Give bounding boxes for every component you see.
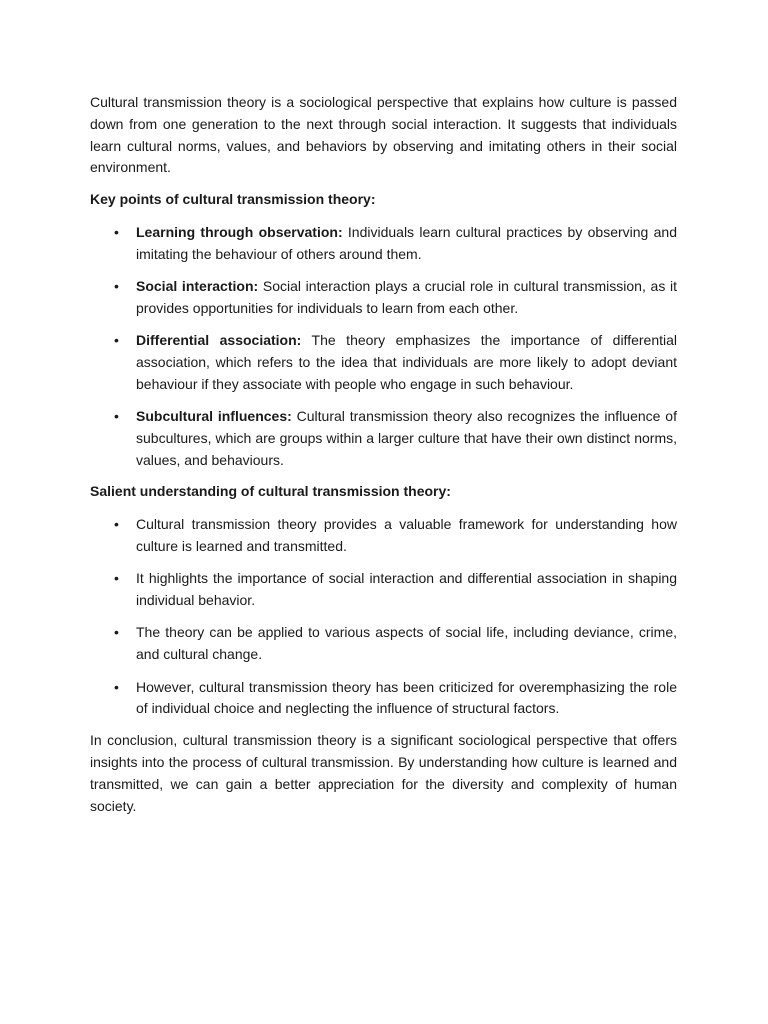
- list-item: [90, 330, 677, 395]
- list-item: [90, 622, 677, 666]
- intro-paragraph: Cultural transmission theory is a sociological perspective that explains how culture is passed down from one generation to the next through social interaction. It suggests that individuals learn cultural norms, values, and behaviors by observing and imitating others in their social environment.: [90, 94, 677, 176]
- list-item: [90, 276, 677, 320]
- salient-list: [90, 514, 677, 720]
- bullet-icon: •: [114, 278, 119, 295]
- key-point-term: Social interaction:: [136, 278, 259, 295]
- key-point-text: Social interaction plays a crucial role in cultural transmission, as it provides opportunities for individuals to learn from each other.: [136, 278, 678, 316]
- bullet-icon: •: [114, 678, 119, 695]
- salient-item-text: Cultural transmission theory provides a valuable framework for understanding how culture is learned and transmitted.: [136, 516, 677, 555]
- bullet-icon: •: [114, 624, 119, 641]
- salient-item-text: It highlights the importance of social interaction and differential association in shaping individual behavior.: [136, 570, 677, 609]
- key-point-text: Individuals learn cultural practices by observing and imitating the behaviour of others around them.: [136, 223, 677, 262]
- list-item: [90, 222, 677, 266]
- list-item: [90, 514, 677, 558]
- bullet-icon: •: [114, 408, 119, 425]
- list-item: [90, 677, 677, 721]
- key-points-heading: Key points of cultural transmission theory:: [90, 191, 376, 208]
- key-point-term: Differential association:: [136, 332, 302, 349]
- salient-heading: Salient understanding of cultural transmission theory:: [90, 483, 451, 500]
- bullet-icon: •: [114, 516, 119, 533]
- salient-item-text: The theory can be applied to various aspects of social life, including deviance, crime, and cultural change.: [136, 624, 677, 663]
- bullet-icon: •: [114, 332, 119, 349]
- document-page: [90, 92, 677, 817]
- key-points-list: [90, 222, 677, 471]
- key-point-term: Subcultural influences:: [136, 408, 292, 425]
- list-item: [90, 406, 677, 471]
- key-point-text: Cultural transmission theory also recognizes the influence of subcultures, which are groups within a larger culture that have their own distinct norms, values, and behaviours.: [136, 408, 677, 468]
- key-point-text: The theory emphasizes the importance of differential association, which refers to the idea that individuals are more likely to adopt deviant behaviour if they associate with people who engage in such behaviour.: [136, 332, 677, 392]
- conclusion-paragraph: In conclusion, cultural transmission theory is a significant sociological perspective that offers insights into the process of cultural transmission. By understanding how culture is learned and transmitted, we can gain a better appreciation for the diversity and complexity of human society.: [90, 732, 677, 814]
- key-point-term: Learning through observation:: [136, 223, 343, 240]
- bullet-icon: •: [114, 570, 119, 587]
- salient-item-text: However, cultural transmission theory has been criticized for overemphasizing the role of individual choice and neglecting the influence of structural factors.: [136, 678, 677, 717]
- list-item: [90, 568, 677, 612]
- bullet-icon: •: [114, 223, 119, 240]
